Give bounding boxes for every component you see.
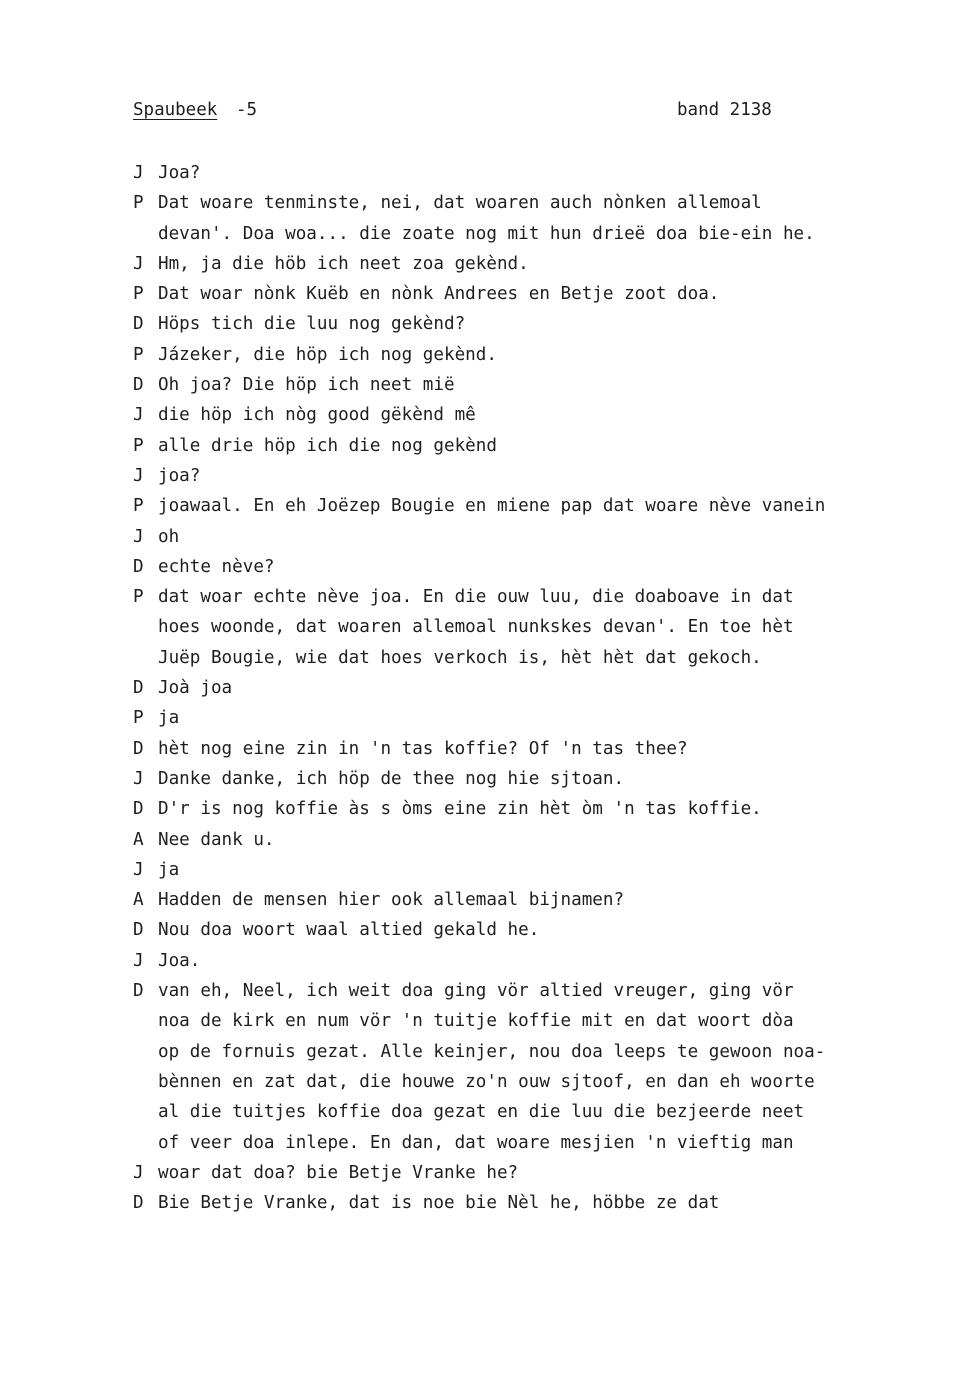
transcript-line [133, 400, 953, 430]
speaker-label: J [133, 950, 144, 971]
speaker-label: J [133, 465, 144, 486]
utterance-text: ja [158, 708, 180, 729]
speaker-label: A [133, 890, 144, 911]
transcript-line [133, 976, 953, 1006]
speaker-label: P [133, 587, 144, 608]
utterance-text: op de fornuis gezat. Alle keinjer, nou doa leeps te gewoon noa- [158, 1041, 826, 1062]
speaker-label: J [133, 163, 144, 183]
utterance-text: Nee dank u. [158, 829, 275, 850]
speaker-label: J [133, 526, 144, 547]
page-number: -5 [236, 100, 258, 120]
transcript-line [133, 340, 953, 370]
utterance-text: Höps tich die luu nog gekènd? [158, 314, 466, 335]
speaker-label: D [133, 981, 144, 1002]
utterance-text: hèt nog eine zin in 'n tas koffie? Of 'n tas thee? [158, 738, 688, 759]
utterance-text: Hadden de mensen hier ook allemaal bijnamen? [158, 890, 625, 911]
utterance-text: Oh joa? Die höp ich neet mië [158, 375, 455, 396]
transcript-line [133, 219, 953, 249]
speaker-label: D [133, 920, 144, 941]
utterance-text: echte nève? [158, 556, 275, 577]
transcript-line [133, 370, 953, 400]
speaker-label: J [133, 253, 144, 274]
utterance-text: oh [158, 526, 180, 547]
transcript-line [133, 643, 953, 673]
speaker-label: P [133, 193, 144, 214]
page-title: Spaubeek [133, 100, 218, 120]
utterance-text: D'r is nog koffie às s òms eine zin hèt òm 'n tas koffie. [158, 799, 762, 820]
utterance-text: devan'. Doa woa... die zoate nog mit hun drieë doa bie-ein he. [158, 223, 815, 244]
utterance-text: Joa? [158, 163, 201, 183]
utterance-text: woar dat doa? bie Betje Vranke he? [158, 1162, 519, 1183]
utterance-text: Juëp Bougie, wie dat hoes verkoch is, hèt hèt dat gekoch. [158, 647, 762, 668]
transcript-line [133, 794, 953, 824]
utterance-text: noa de kirk en num vör 'n tuitje koffie mit en dat woort dòa [158, 1011, 794, 1032]
utterance-text: hoes woonde, dat woaren allemoal nunkskes devan'. En toe hèt [158, 617, 794, 638]
transcript-line [133, 703, 953, 733]
speaker-label: D [133, 375, 144, 396]
utterance-text: Danke danke, ich höp de thee nog hie sjtoan. [158, 768, 625, 789]
transcript-line [133, 764, 953, 794]
transcript-line [133, 249, 953, 279]
transcript-line [133, 431, 953, 461]
utterance-text: van eh, Neel, ich weit doa ging vör altied vreuger, ging vör [158, 981, 794, 1002]
band-number: band 2138 [677, 100, 772, 120]
speaker-label: J [133, 405, 144, 426]
utterance-text: Dat woar nònk Kuëb en nònk Andrees en Betje zoot doa. [158, 284, 720, 305]
speaker-label: P [133, 344, 144, 365]
transcript-line [133, 885, 953, 915]
transcript-line [133, 491, 953, 521]
transcript-line [133, 309, 953, 339]
transcript-line [133, 188, 953, 218]
transcript-line [133, 1006, 953, 1036]
transcript-line [133, 946, 953, 976]
speaker-label: D [133, 314, 144, 335]
transcript-line [133, 612, 953, 642]
utterance-text: Dat woare tenminste, nei, dat woaren auch nònken allemoal [158, 193, 762, 214]
transcript-line [133, 552, 953, 582]
transcript-line [133, 734, 953, 764]
speaker-label: J [133, 768, 144, 789]
utterance-text: Joa. [158, 950, 201, 971]
transcript-line [133, 673, 953, 703]
speaker-label: P [133, 284, 144, 305]
transcript-line [133, 825, 953, 855]
transcript-line [133, 1067, 953, 1097]
transcript-line [133, 1128, 953, 1158]
speaker-label: J [133, 1162, 144, 1183]
speaker-label: D [133, 1193, 144, 1214]
utterance-text: Nou doa woort waal altied gekald he. [158, 920, 540, 941]
utterance-text: joa? [158, 465, 201, 486]
speaker-label: D [133, 738, 144, 759]
transcript-line [133, 915, 953, 945]
transcript-line [133, 582, 953, 612]
utterance-text: joawaal. En eh Joëzep Bougie en miene pap dat woare nève vanein [158, 496, 826, 517]
speaker-label: P [133, 496, 144, 517]
transcript-line [133, 1037, 953, 1067]
transcript-line [133, 522, 953, 552]
transcript-line [133, 1188, 953, 1218]
speaker-label: D [133, 678, 144, 699]
transcript-line [133, 855, 953, 885]
speaker-label: P [133, 435, 144, 456]
speaker-label: J [133, 859, 144, 880]
transcript-line [133, 279, 953, 309]
transcript-line [133, 1158, 953, 1188]
transcript-line [133, 461, 953, 491]
speaker-label: D [133, 556, 144, 577]
utterance-text: Joà joa [158, 678, 233, 699]
utterance-text: Hm, ja die höb ich neet zoa gekènd. [158, 253, 529, 274]
speaker-label: D [133, 799, 144, 820]
transcript-line [133, 158, 953, 188]
utterance-text: dat woar echte nève joa. En die ouw luu, die doaboave in dat [158, 587, 794, 608]
utterance-text: of veer doa inlepe. En dan, dat woare mesjien 'n vieftig man [158, 1132, 794, 1153]
page-header [133, 100, 833, 128]
utterance-text: Bie Betje Vranke, dat is noe bie Nèl he, höbbe ze dat [158, 1193, 720, 1214]
utterance-text: alle drie höp ich die nog gekènd [158, 435, 497, 456]
utterance-text: ja [158, 859, 180, 880]
speaker-label: A [133, 829, 144, 850]
transcript-line [133, 1097, 953, 1127]
utterance-text: bènnen en zat dat, die houwe zo'n ouw sjtoof, en dan eh woorte [158, 1071, 815, 1092]
utterance-text: al die tuitjes koffie doa gezat en die luu die bezjeerde neet [158, 1102, 805, 1123]
utterance-text: die höp ich nòg good gëkènd mê [158, 405, 476, 426]
speaker-label: P [133, 708, 144, 729]
transcript-body [133, 158, 953, 1218]
utterance-text: Jázeker, die höp ich nog gekènd. [158, 344, 497, 365]
